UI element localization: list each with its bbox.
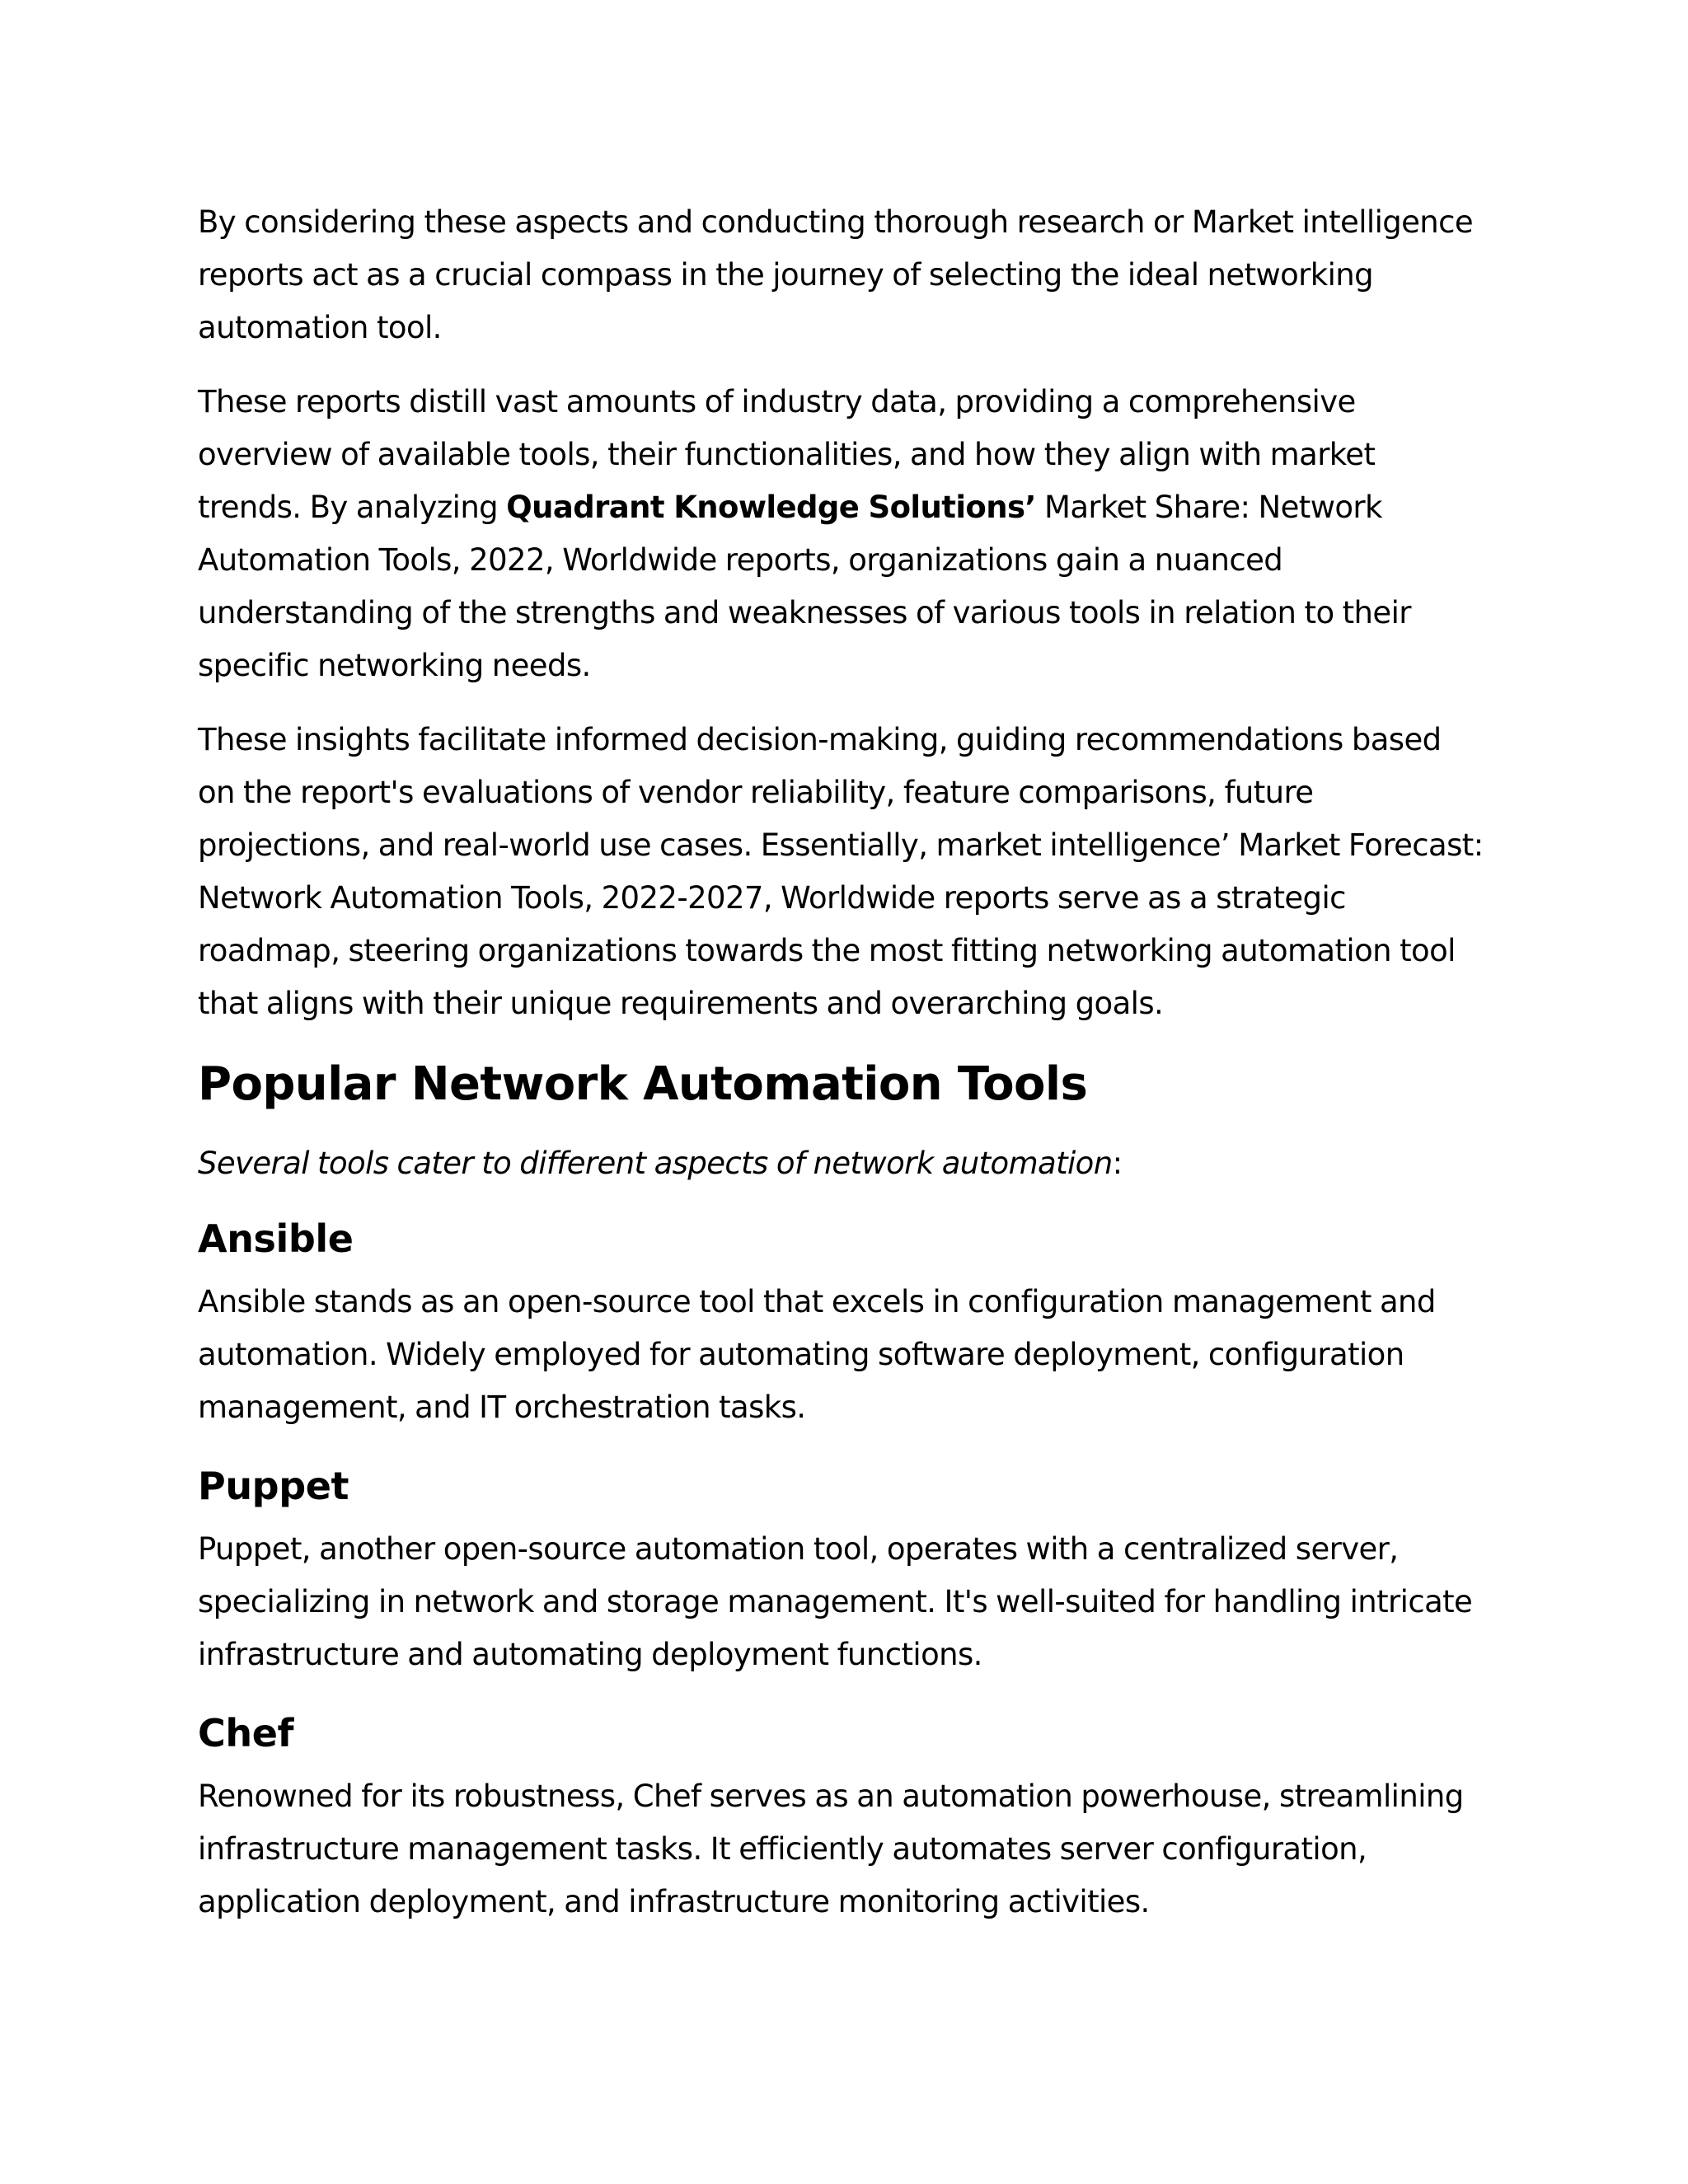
paragraph-compass: By considering these aspects and conducting thorough research or Market intelligence reports act as a crucial compass in the journey of selecting the ideal networking automation tool. bbox=[198, 204, 1474, 345]
intro-colon: : bbox=[1112, 1146, 1123, 1181]
tool-description-ansible: Ansible stands as an open-source tool that excels in configuration management and automation. Widely employed for automating software deployment, configuration management, and IT orchestration tasks. bbox=[198, 1284, 1436, 1425]
paragraph-insights: These insights facilitate informed decision-making, guiding recommendations based on the report's evaluations of vendor reliability, feature comparisons, future projections, and real-world use cases. Essentially, market intelligence’ Market Forecast: Network Automation Tools, 2022-2027, Worldwide reports serve as a strategic roadmap, steering organizations towards the most fitting networking automation tool that aligns with their unique requirements and overarching goals. bbox=[198, 722, 1484, 1021]
document-page bbox=[198, 196, 1484, 1953]
paragraph-reports-text-start: These reports distill vast amounts of industry data, providing a comprehensive overview of available tools, their functionalities, and how they align with market trends. By analyzing bbox=[198, 384, 1376, 525]
section-heading: Popular Network Automation Tools bbox=[198, 1057, 1088, 1111]
intro-italic-text: Several tools cater to different aspects of network automation bbox=[198, 1146, 1113, 1181]
tool-heading-ansible: Ansible bbox=[198, 1216, 354, 1261]
paragraph-reports-text-end: Market Share: Network Automation Tools, 2022, Worldwide reports, organizations gain a nuanced understanding of the strengths and weaknesses of various tools in relation to their specific networking needs. bbox=[198, 490, 1411, 683]
paragraph-reports bbox=[198, 376, 1484, 692]
tool-heading-puppet: Puppet bbox=[198, 1464, 349, 1508]
quadrant-knowledge-solutions-bold: Quadrant Knowledge Solutions’ bbox=[506, 490, 1036, 525]
tool-description-chef: Renowned for its robustness, Chef serves as an automation powerhouse, streamlining infrastructure management tasks. It efficiently automates server configuration, application deployment, and infrastructure monitoring activities. bbox=[198, 1779, 1464, 1919]
tool-heading-chef: Chef bbox=[198, 1711, 294, 1755]
intro-line bbox=[198, 1137, 1484, 1190]
tool-description-puppet: Puppet, another open-source automation tool, operates with a centralized server, specializing in network and storage management. It's well-suited for handling intricate infrastructure and automating deployment functions. bbox=[198, 1531, 1473, 1672]
